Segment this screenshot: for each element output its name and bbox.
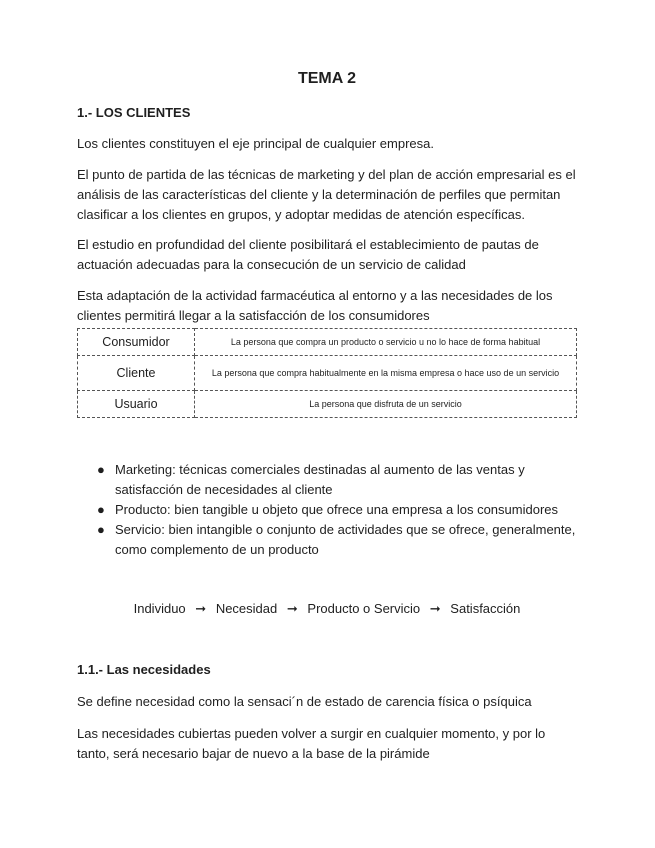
section-heading-necesidades: 1.1.- Las necesidades [77,662,211,677]
bullet-icon: ● [97,502,105,517]
definitions-table [77,328,577,418]
needs-flow [77,601,577,617]
paragraph-intro: Los clientes constituyen el eje principal de cualquier empresa. [77,136,434,151]
list-item-text: Producto: bien tangible u objeto que ofrece una empresa a los consumidores [115,502,559,517]
bullet-list [77,460,577,560]
flow-step: Producto o Servicio [307,601,421,616]
list-item-text: Marketing: técnicas comerciales destinadas al aumento de las ventas y satisfacción de necesidades al cliente [115,462,525,497]
table-term: Consumidor [78,329,195,356]
table-row [78,391,577,418]
bullet-icon: ● [97,522,105,537]
table-definition: La persona que compra un producto o servicio u no lo hace de forma habitual [195,329,577,356]
paragraph-marketing-plan: El punto de partida de las técnicas de marketing y del plan de acción empresarial es el análisis de las características del cliente y la determinación de perfiles que permitan clasificar a los clientes en grupos, y adoptar medidas de atención específicas. [77,167,576,222]
paragraph-estudio: El estudio en profundidad del cliente posibilitará el establecimiento de pautas de actuación adecuadas para la consecución de un servicio de calidad [77,237,539,272]
arrow-right-icon: ➞ [195,601,207,616]
table-row [78,356,577,391]
list-item [77,520,577,560]
table-definition: La persona que compra habitualmente en la misma empresa o hace uso de un servicio [195,356,577,391]
paragraph-definicion-necesidad: Se define necesidad como la sensaci´n de estado de carencia física o psíquica [77,694,532,709]
table-row [78,329,577,356]
document-title: TEMA 2 [297,70,357,87]
table-definition: La persona que disfruta de un servicio [195,391,577,418]
bullet-icon: ● [97,462,105,477]
paragraph-adaptacion: Esta adaptación de la actividad farmacéutica al entorno y a las necesidades de los clientes permitirá llegar a la satisfacción de los consumidores [77,288,553,323]
list-item [77,460,577,500]
arrow-right-icon: ➞ [429,601,441,616]
list-item [77,500,577,520]
flow-step: Satisfacción [450,601,521,616]
arrow-right-icon: ➞ [286,601,298,616]
table-term: Cliente [78,356,195,391]
list-item-text: Servicio: bien intangible o conjunto de actividades que se ofrece, generalmente, como complemento de un producto [115,522,576,557]
paragraph-necesidades-cubiertas: Las necesidades cubiertas pueden volver a surgir en cualquier momento, y por lo tanto, será necesario bajar de nuevo a la base de la pirámide [77,726,546,761]
table-term: Usuario [78,391,195,418]
flow-step: Necesidad [215,601,278,616]
section-heading-clientes: 1.- LOS CLIENTES [77,105,191,120]
flow-step: Individuo [133,601,186,616]
